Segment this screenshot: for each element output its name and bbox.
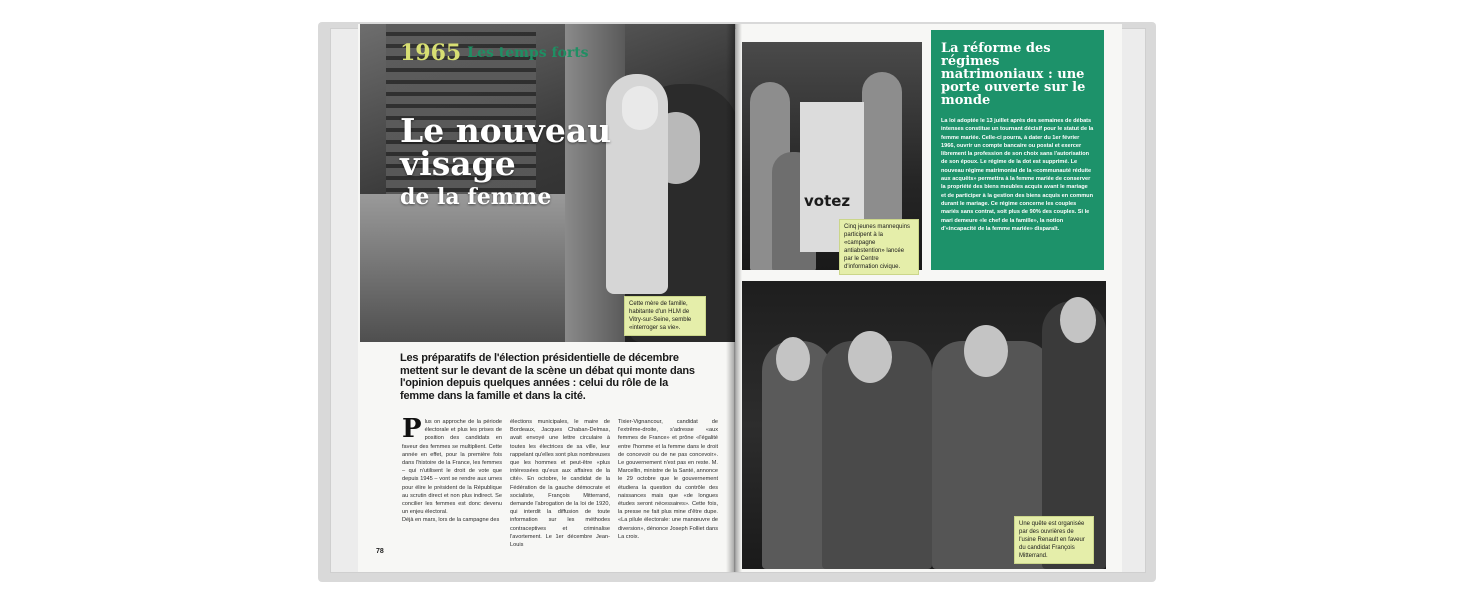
article-lead: Les préparatifs de l'élection présidentielle de décembre mettent sur le devant de la scène un débat qui monte dans l'opinion depuis quelques années : celui du rôle de la femme dans la famille et dans la cité. xyxy=(400,352,695,402)
drop-cap: P xyxy=(402,414,422,444)
page-number: 78 xyxy=(376,548,384,555)
sidebar-text: La loi adoptée le 13 juillet après des semaines de débats intenses constitue un tournant décisif pour le statut de la femme mariée. Celle-ci pourra, à dater du 1er février 1966, ouvrir un compte bancaire ou postal et exercer librement la profession de son choix sans l'autorisation de son époux. Le régime de la dot est supprimé. Le nouveau régime matrimonial de la «communauté réduite aux acquêts» permettra à la femme mariée de conserver la propriété des biens meubles acquis avant le mariage et de participer à la gestion des biens acquis en commun durant le mariage. Ce régime concerne les couples mariés sans contrat, soit plus de 90% des couples. Si le mari demeure «le chef de la famille», la notion d'«incapacité de la femme mariée» disparaît. xyxy=(941,118,1094,232)
body-column-3: Tixier-Vignancour, candidat de l'extrême-droite, s'adresse «aux femmes de France» et prône «l'égalité entre l'homme et la femme dans le droit de concevoir ou de ne pas concevoir». Le gouvernement n'est pas en reste. M. Marcellin, ministre de la Santé, annonce le 29 octobre que le gouvernement étudiera la question du contrôle des naissances mais que «de longues études seront nécessaires». Cette fois, la presse ne fait plus mine d'être dupe. «La pilule électorale: une manœuvre de diversion», dénonce Joseph Folliet dans La croix. xyxy=(618,419,718,540)
book-gutter xyxy=(726,24,742,572)
photo-face xyxy=(848,331,892,383)
section-header xyxy=(400,40,589,66)
title-line-1: Le nouveau xyxy=(400,111,612,150)
title-line-2: visage xyxy=(400,144,516,183)
sidebar-title: La réforme des régimes matrimoniaux : une porte ouverte sur le monde xyxy=(941,41,1086,108)
body-column-1 xyxy=(402,414,502,549)
sidebar-box xyxy=(931,30,1104,270)
body-column-2: élections municipales, le maire de Bordeaux, Jacques Chaban-Delmas, avait envoyé une lettre circulaire à toutes les électrices de sa ville, leur rappelant qu'elles sont plus nombreuses que les hommes et peut-être «plus intéressées qu'eux aux affaires de la cité». En octobre, le candidat de la Fédération de la gauche démocrate et socialiste, François Mitterrand, demande l'abrogation de la loi de 1920, qui interdit la diffusion de toute information sur les méthodes contraceptives et criminalise l'avortement. Le 1er décembre Jean-Louis xyxy=(510,419,610,549)
photo-caption-mother: Cette mère de famille, habitante d'un HLM de Vitry-sur-Seine, semble «interroger sa vie». xyxy=(624,296,706,336)
photo-face xyxy=(1060,297,1096,343)
year-label: 1965 xyxy=(400,40,462,66)
photo-caption-renault: Une quête est organisée par des ouvrières de l'usine Renault en faveur du candidat François Mitterrand. xyxy=(1014,516,1094,564)
section-label: Les temps forts xyxy=(467,45,589,61)
photo-ground xyxy=(360,194,600,342)
column-1-text: lus on approche de la période électorale et plus les prises de position des candidats en faveur des femmes se multiplient. Cette année en effet, pour la première fois dans l'histoire de la France, les femmes – qui n'utilisent le droit de vote que depuis 1945 – vont se rendre aux urnes pour élire le président de la République au scrutin direct et non plus indirect. Se concilier les femmes est donc devenu un enjeu électoral. xyxy=(402,419,502,516)
photo-face xyxy=(776,337,810,381)
article-body xyxy=(402,414,722,549)
article-title xyxy=(400,111,630,210)
title-line-3: de la femme xyxy=(400,184,552,210)
photo-face xyxy=(964,325,1008,377)
photo-caption-models: Cinq jeunes mannequins participent à la «campagne antiabstention» lancée par le Centre d'information civique. xyxy=(839,219,919,275)
column-1-end: Déjà en mars, lors de la campagne des xyxy=(402,517,500,524)
poster-text: votez xyxy=(804,192,851,210)
